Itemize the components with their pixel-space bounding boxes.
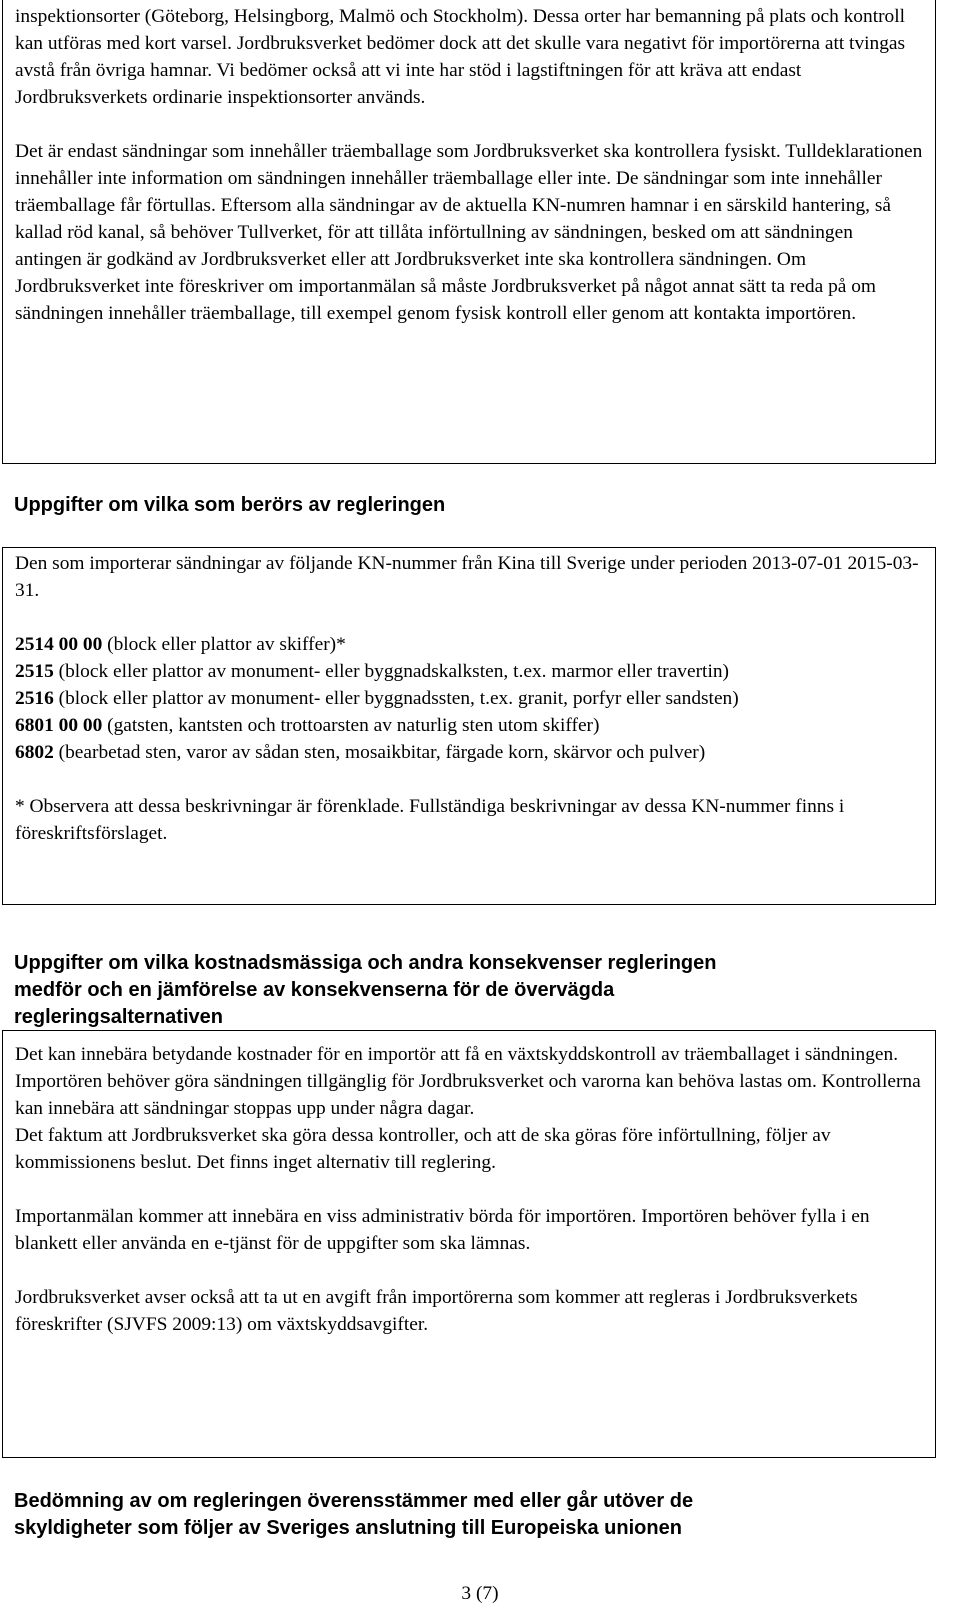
- section-heading-eu-assessment: [14, 1488, 914, 1542]
- kn-code: 2514 00 00: [15, 634, 103, 655]
- paragraph-inspection-sites: inspektionsorter (Göteborg, Helsingborg, Malmö och Stockholm). Dessa orter har bemanning på plats och kontroll kan utföras med kort varsel. Jordbruksverket bedömer dock att det skulle vara negativt för importörerna att tvingas avstå från övriga hamnar. Vi bedömer också att vi inte har stöd i lagstiftningen för att kräva att endast Jordbruksverkets ordinarie inspektionsorter används.: [15, 6, 906, 108]
- heading-line: Bedömning av om regleringen överensstämmer med eller går utöver de: [14, 1490, 694, 1512]
- heading-line: skyldigheter som följer av Sveriges anslutning till Europeiska unionen: [14, 1517, 682, 1539]
- heading-line: medför och en jämförelse av konsekvenserna för de övervägda: [14, 979, 615, 1001]
- kn-code: 2515: [15, 661, 54, 682]
- kn-code: 6801 00 00: [15, 715, 103, 736]
- kn-item: [15, 658, 923, 685]
- text-box-affected: [2, 547, 936, 905]
- section-heading-consequences: [14, 950, 914, 1031]
- text-box-continuation: [2, 0, 936, 464]
- paragraph-footnote: * Observera att dessa beskrivningar är förenklade. Fullständiga beskrivningar av dessa KN-nummer finns i föreskriftsförslaget.: [15, 796, 845, 844]
- kn-description: (gatsten, kantsten och trottoarsten av naturlig sten utom skiffer): [102, 715, 600, 736]
- heading-line: Uppgifter om vilka kostnadsmässiga och andra konsekvenser regleringen: [14, 952, 717, 974]
- heading-line: regleringsalternativen: [14, 1006, 223, 1028]
- paragraph-costs: Det kan innebära betydande kostnader för en importör att få en växtskyddskontroll av träemballaget i sändningen. Importören behöver göra sändningen tillgänglig för Jordbruksverket och varorna kan behöva lastas om. Kontrollerna kan innebära att sändningar stoppas upp under några dagar.: [15, 1044, 921, 1119]
- paragraph-affected-intro: Den som importerar sändningar av följande KN-nummer från Kina till Sverige under perioden 2013-07-01 2015-03-31.: [15, 553, 919, 601]
- kn-description: (block eller plattor av monument- eller byggnadskalksten, t.ex. marmor eller travertin): [53, 661, 729, 682]
- kn-description: (bearbetad sten, varor av sådan sten, mosaikbitar, färgade korn, skärvor och pulver): [53, 742, 706, 763]
- kn-list: [15, 631, 923, 766]
- paragraph-no-alternative: Det faktum att Jordbruksverket ska göra dessa kontroller, och att de ska göras före införtullning, följer av kommissionens beslut. Det finns inget alternativ till reglering.: [15, 1125, 831, 1173]
- paragraph-admin-burden: Importanmälan kommer att innebära en viss administrativ börda för importören. Importören behöver fylla i en blankett eller använda en e-tjänst för de uppgifter som ska lämnas.: [15, 1206, 870, 1254]
- kn-item: [15, 631, 923, 658]
- text-box-consequences: [2, 1030, 936, 1458]
- paragraph-wood-packaging: Det är endast sändningar som innehåller träemballage som Jordbruksverket ska kontrollera fysiskt. Tulldeklarationen innehåller inte information om sändningen innehåller träemballage eller inte. De sändningar som inte innehåller träemballage får förtullas. Eftersom alla sändningar av de aktuella KN-numren hamnar i en särskild hantering, så kallad röd kanal, så behöver Tullverket, för att tillåta införtullning av sändningen, besked om att sändningen antingen är godkänd av Jordbruksverket eller att Jordbruksverket inte ska kontrollera sändningen. Om Jordbruksverket inte föreskriver om importanmälan så måste Jordbruksverket på något annat sätt ta reda på om sändningen innehåller träemballage, till exempel genom fysisk kontroll eller genom att kontakta importören.: [15, 141, 923, 324]
- kn-code: 6802: [15, 742, 54, 763]
- kn-description: (block eller plattor av skiffer)*: [102, 634, 346, 655]
- kn-code: 2516: [15, 688, 54, 709]
- section-heading-affected: Uppgifter om vilka som berörs av regleringen: [14, 494, 446, 516]
- kn-item: [15, 739, 923, 766]
- kn-description: (block eller plattor av monument- eller byggnadssten, t.ex. granit, porfyr eller sandsten): [53, 688, 739, 709]
- page-number: 3 (7): [461, 1583, 499, 1604]
- kn-item: [15, 712, 923, 739]
- kn-item: [15, 685, 923, 712]
- paragraph-fee: Jordbruksverket avser också att ta ut en avgift från importörerna som kommer att regleras i Jordbruksverkets föreskrifter (SJVFS 2009:13) om växtskyddsavgifter.: [15, 1287, 858, 1335]
